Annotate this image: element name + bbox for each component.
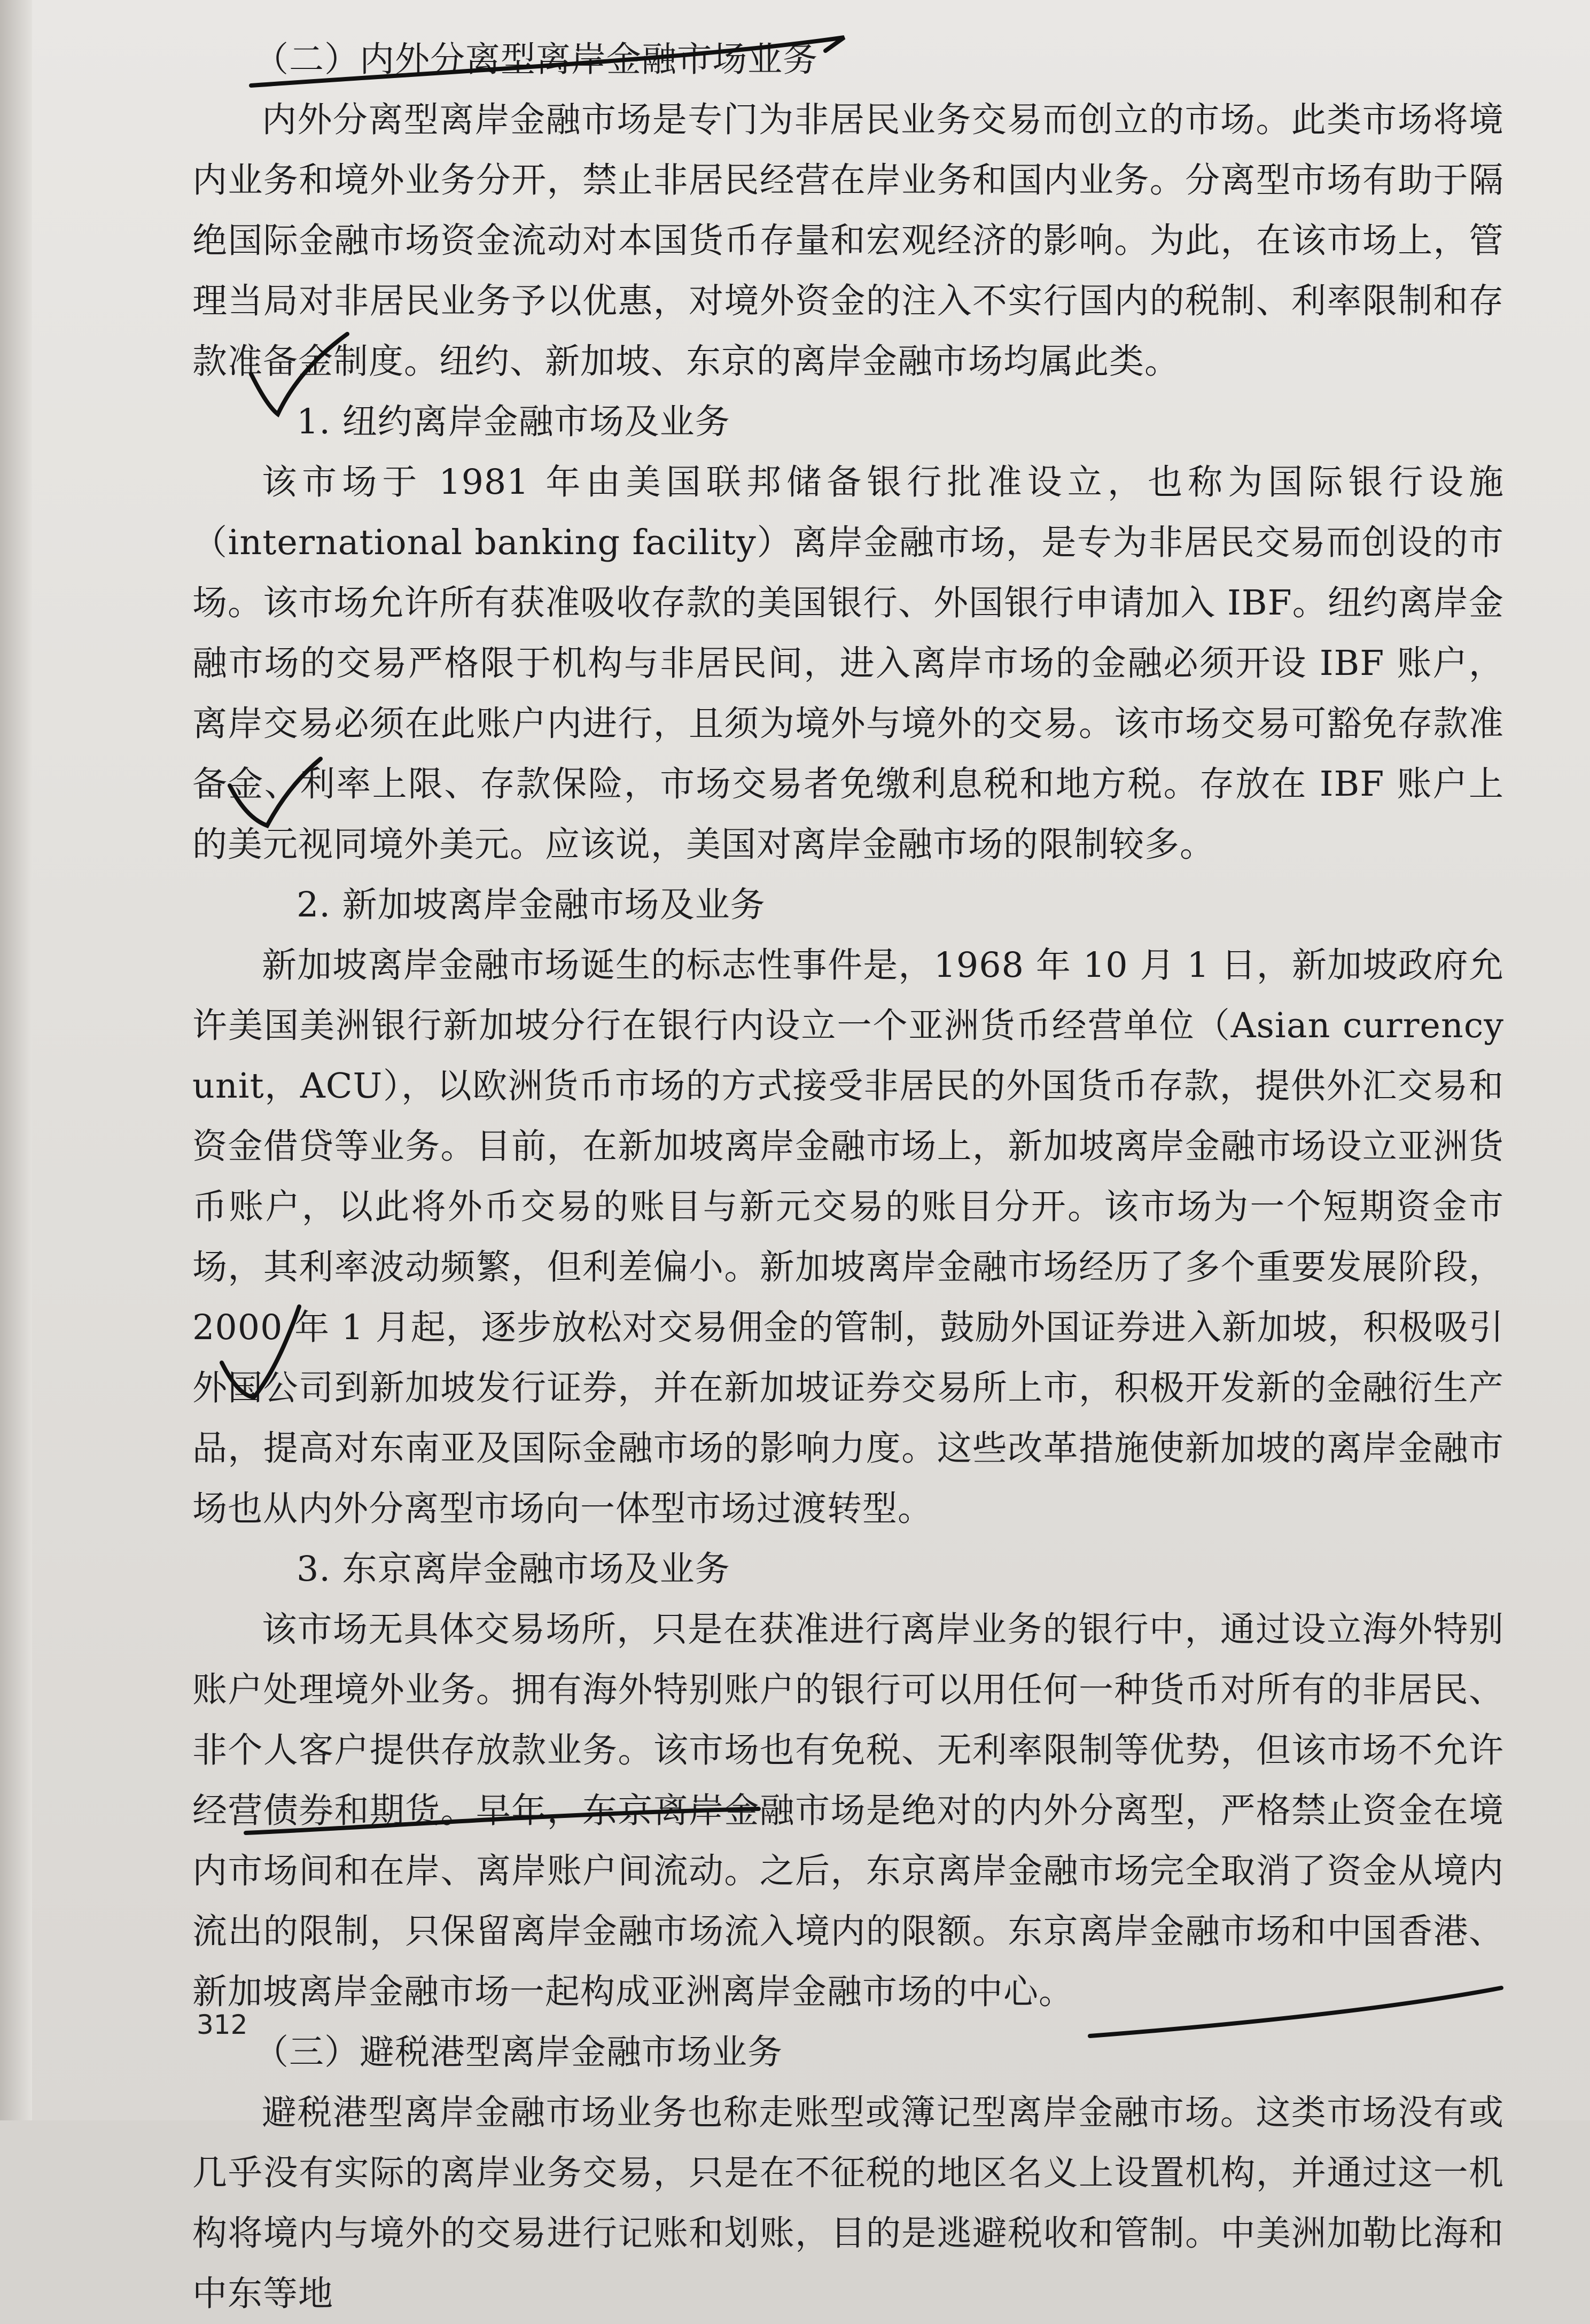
subsection-heading-new-york: 1. 纽约离岸金融市场及业务 <box>297 402 730 442</box>
tokyo-paragraph: 该市场无具体交易场所，只是在获准进行离岸业务的银行中，通过设立海外特别账户处理境外业务。拥有海外特别账户的银行可以用任何一种货币对所有的非居民、非个人客户提供存放款业务。该市场也有免税、无利率限制等优势，但该市场不允许经营债券和期货。早年，东京离岸金融市场是绝对的内外分离型，严格禁止资金在境内市场间和在岸、离岸账户间流动。之后，东京离岸金融市场完全取消了资金从境内流出的限制，只保留离岸金融市场流入境内的限额。东京离岸金融市场和中国香港、新加坡离岸金融市场一起构成亚洲离岸金融市场的中心。 <box>192 1610 1504 2012</box>
section-heading-3: （三）避税港型离岸金融市场业务 <box>254 2032 783 2072</box>
subsection-heading-singapore: 2. 新加坡离岸金融市场及业务 <box>297 885 766 925</box>
page-edge <box>0 0 32 2120</box>
subsection-heading-tokyo: 3. 东京离岸金融市场及业务 <box>297 1549 730 1589</box>
section-heading-2: （二）内外分离型离岸金融市场业务 <box>254 40 819 80</box>
page-content <box>192 29 1504 2324</box>
new-york-paragraph: 该市场于 1981 年由美国联邦储备银行批准设立，也称为国际银行设施（international banking facility）离岸金融市场，是专为非居民交易而创设的市场。该市场允许所有获准吸收存款的美国银行、外国银行申请加入 IBF。纽约离岸金融市场的交易严格限于机构与非居民间，进入离岸市场的金融必须开设 IBF 账户，离岸交易必须在此账户内进行，且须为境外与境外的交易。该市场交易可豁免存款准备金、利率上限、存款保险，市场交易者免缴利息税和地方税。存放在 IBF 账户上的美元视同境外美元。应该说，美国对离岸金融市场的限制较多。 <box>192 462 1504 865</box>
section-3-paragraph: 避税港型离岸金融市场业务也称走账型或簿记型离岸金融市场。这类市场没有或几乎没有实际的离岸业务交易，只是在不征税的地区名义上设置机构，并通过这一机构将境内与境外的交易进行记账和划账，目的是逃避税收和管制。中美洲加勒比海和中东等地 <box>192 2093 1504 2314</box>
page-number: 312 <box>197 2009 248 2040</box>
singapore-paragraph: 新加坡离岸金融市场诞生的标志性事件是，1968 年 10 月 1 日，新加坡政府允许美国美洲银行新加坡分行在银行内设立一个亚洲货币经营单位（Asian currency unit，ACU），以欧洲货币市场的方式接受非居民的外国货币存款，提供外汇交易和资金借贷等业务。目前，在新加坡离岸金融市场上，新加坡离岸金融市场设立亚洲货币账户，以此将外币交易的账目与新元交易的账目分开。该市场为一个短期资金市场，其利率波动频繁，但利差偏小。新加坡离岸金融市场经历了多个重要发展阶段，2000 年 1 月起，逐步放松对交易佣金的管制，鼓励外国证券进入新加坡，积极吸引外国公司到新加坡发行证券，并在新加坡证券交易所上市，积极开发新的金融衍生产品，提高对东南亚及国际金融市场的影响力度。这些改革措施使新加坡的离岸金融市场也从内外分离型市场向一体型市场过渡转型。 <box>192 945 1504 1529</box>
section-2-paragraph: 内外分离型离岸金融市场是专门为非居民业务交易而创立的市场。此类市场将境内业务和境外业务分开，禁止非居民经营在岸业务和国内业务。分离型市场有助于隔绝国际金融市场资金流动对本国货币存量和宏观经济的影响。为此，在该市场上，管理当局对非居民业务予以优惠，对境外资金的注入不实行国内的税制、利率限制和存款准备金制度。纽约、新加坡、东京的离岸金融市场均属此类。 <box>192 100 1504 382</box>
